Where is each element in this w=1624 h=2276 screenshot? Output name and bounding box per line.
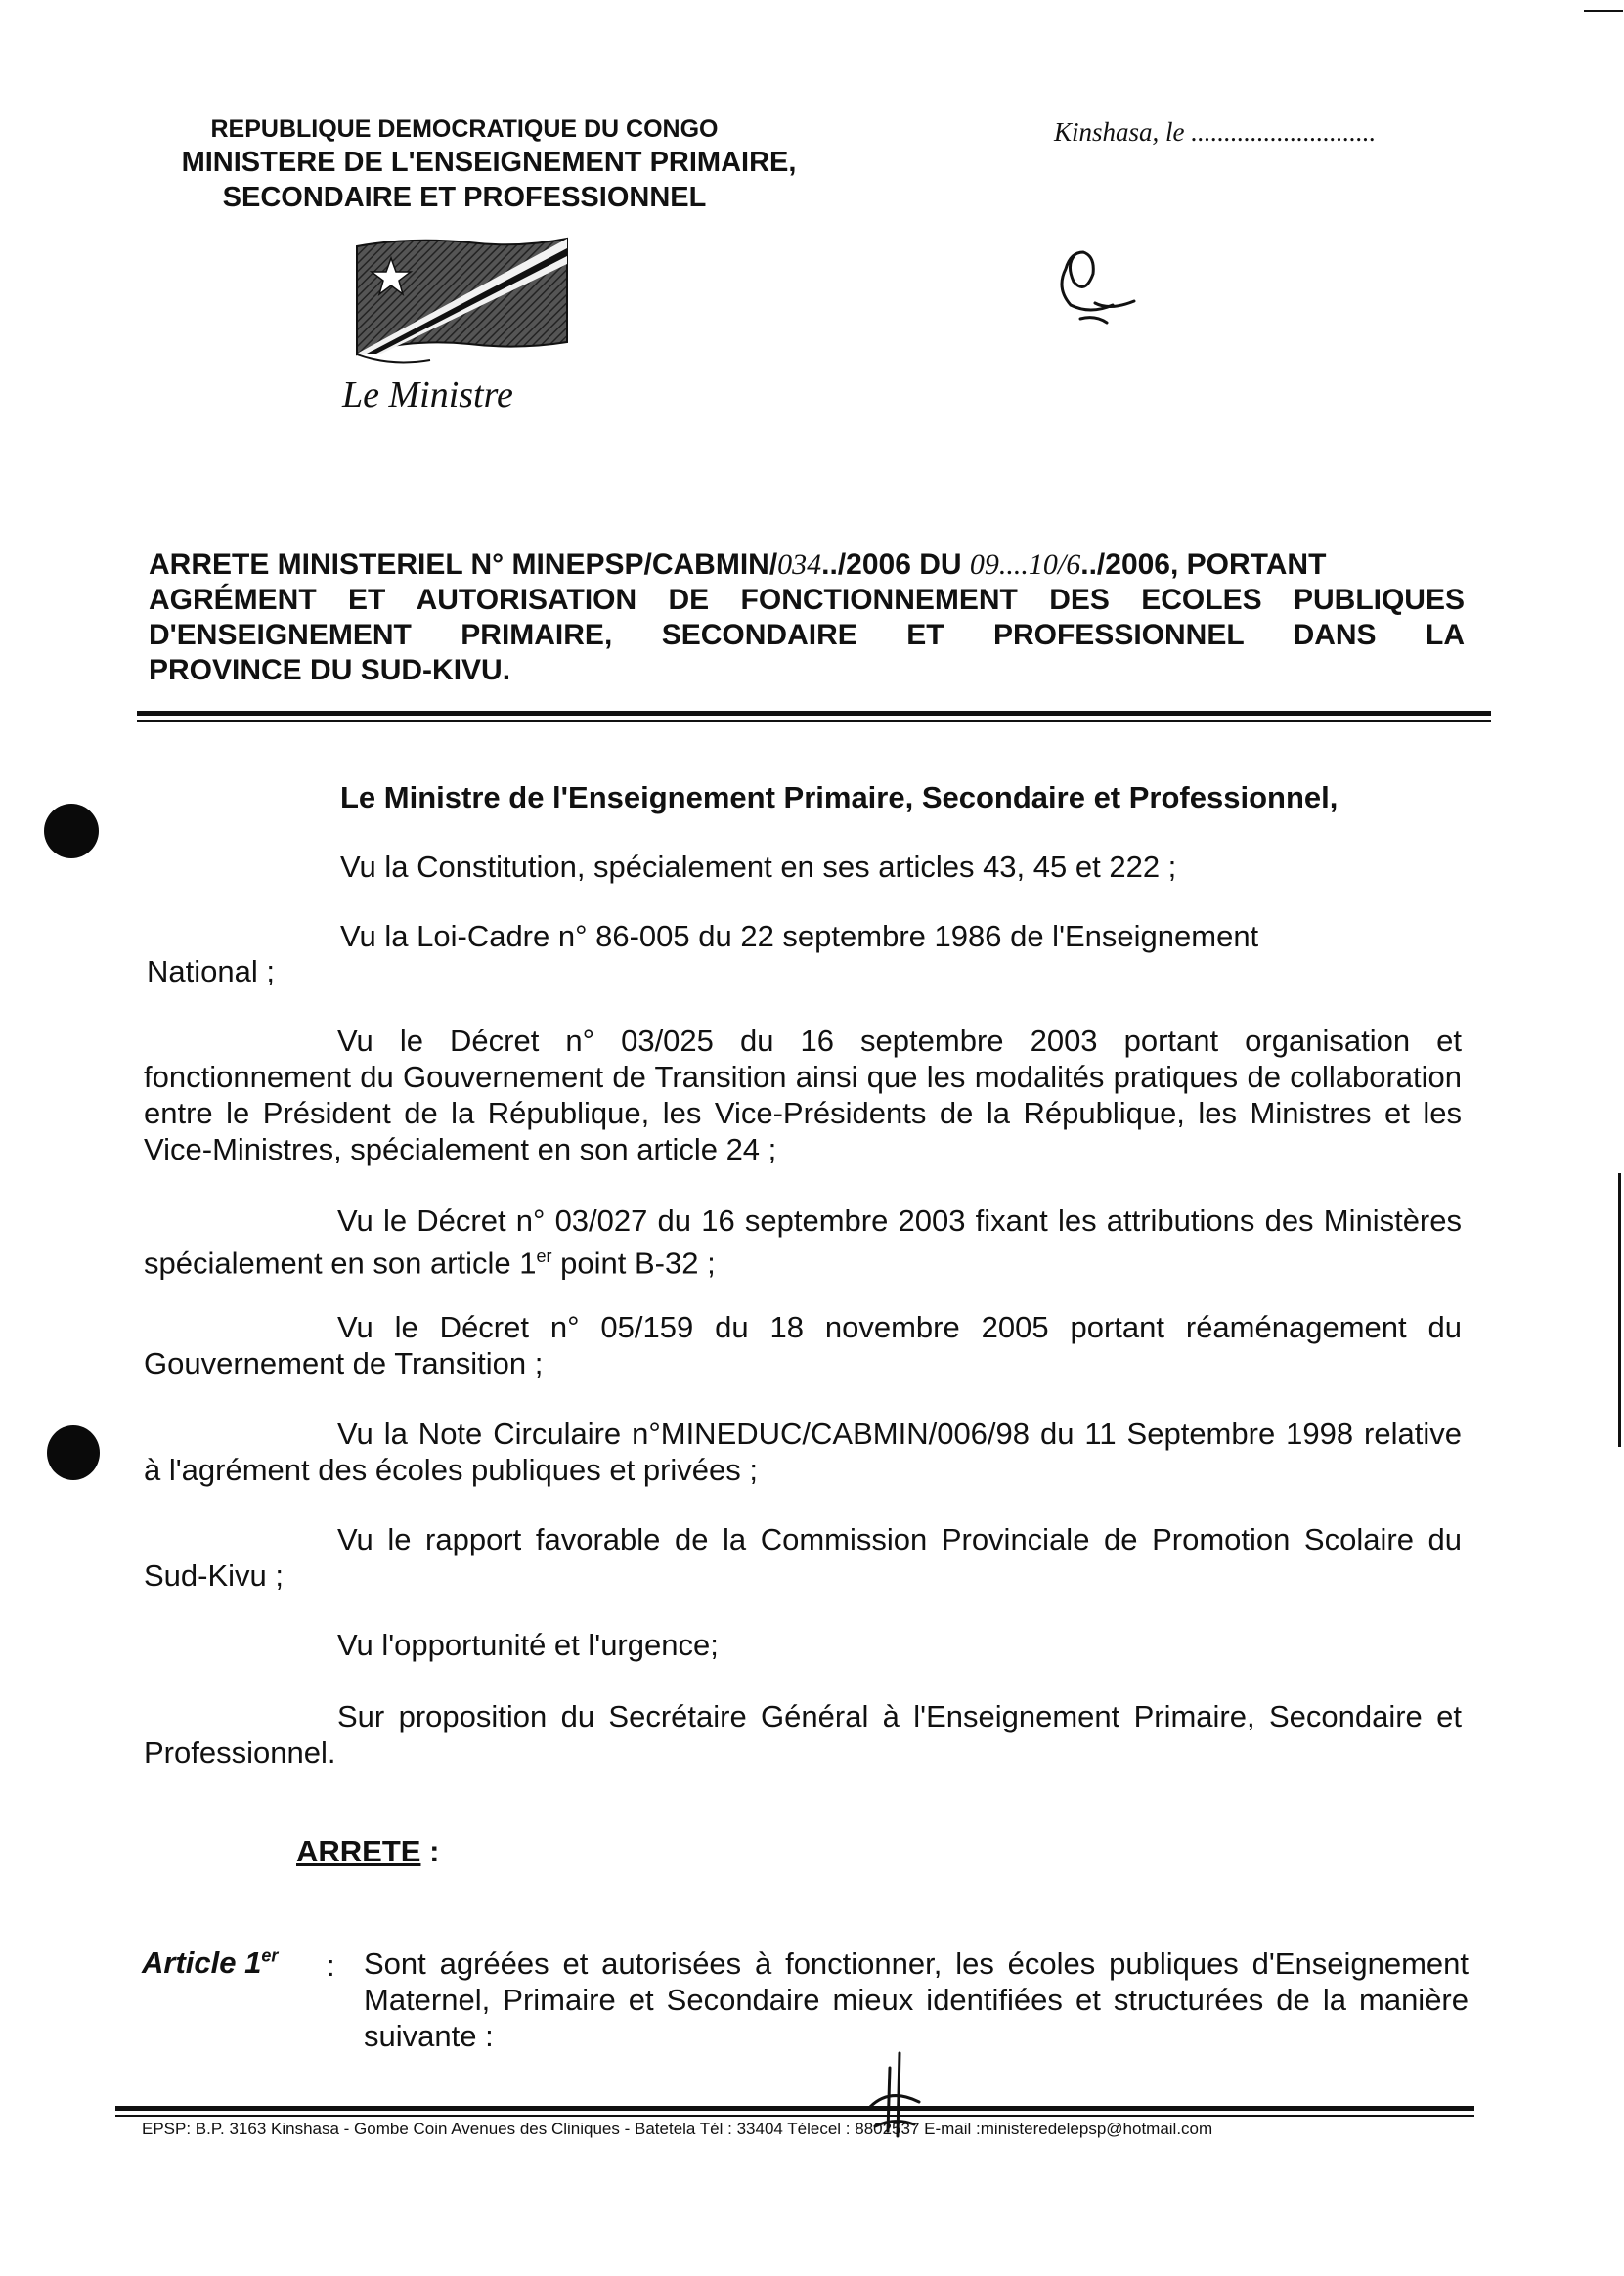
footer-address: EPSP: B.P. 3163 Kinshasa - Gombe Coin Avenues des Cliniques - Batetela Tél : 33404 Télecel : 8802537 E-mail :ministeredelepsp@hotmail.com <box>142 2120 1213 2138</box>
vu-loi-cadre-line-2: National ; <box>147 954 275 988</box>
arrete-heading: ARRETE : <box>296 1834 440 1868</box>
article-1-label: Article 1er <box>142 1946 279 1980</box>
footer-divider-thick <box>115 2106 1474 2111</box>
article-1-colon: : <box>327 1948 335 1983</box>
vu-decret-05-159: Vu le Décret n° 05/159 du 18 novembre 2005 portant réaménagement du Gouvernement de Transition ; <box>144 1310 1462 1380</box>
footer-divider-thin <box>115 2115 1474 2117</box>
vu-decret-03-027: Vu le Décret n° 03/027 du 16 septembre 2003 fixant les attributions des Ministères spécialement en son article 1er point B-32 ; <box>144 1204 1462 1281</box>
handwritten-signature-icon <box>1036 235 1144 342</box>
arrete-title <box>149 547 1465 688</box>
article-1-text: Sont agréées et autorisées à fonctionner, les écoles publiques d'Enseignement Maternel, Primaire et Secondaire mieux identifiées et structurées de la manière suivante : <box>364 1947 1469 2053</box>
preamble-intro: Le Ministre de l'Enseignement Primaire, Secondaire et Professionnel, <box>340 780 1339 814</box>
title-line-4: PROVINCE DU SUD-KIVU. <box>149 654 511 686</box>
title-divider-thick <box>137 711 1491 716</box>
flag-emblem-icon <box>352 235 572 372</box>
title-line-1: ARRETE MINISTERIEL N° MINEPSP/CABMIN/034../2006 DU 09....10/6../2006, PORTANT <box>149 548 1327 581</box>
title-divider-thin <box>137 720 1491 722</box>
vu-rapport-commission: Vu le rapport favorable de la Commission Provinciale de Promotion Scolaire du Sud-Kivu ; <box>144 1522 1462 1593</box>
punch-hole-mark <box>44 804 99 858</box>
handwritten-date: 09....10/6 <box>969 548 1081 581</box>
vu-constitution: Vu la Constitution, spécialement en ses articles 43, 45 et 222 ; <box>340 850 1177 884</box>
signature-title: Le Ministre <box>342 374 513 416</box>
vu-opportunite: Vu l'opportunité et l'urgence; <box>337 1628 719 1662</box>
vu-loi-cadre-line-1: Vu la Loi-Cadre n° 86-005 du 22 septembre 1986 de l'Enseignement <box>340 919 1259 953</box>
sur-proposition: Sur proposition du Secrétaire Général à l'Enseignement Primaire, Secondaire et Professionnel. <box>144 1699 1462 1770</box>
scan-edge-mark <box>1584 10 1623 12</box>
ministry-line-1: MINISTERE DE L'ENSEIGNEMENT PRIMAIRE, <box>181 147 797 178</box>
vu-note-circulaire: Vu la Note Circulaire n°MINEDUC/CABMIN/006/98 du 11 Septembre 1998 relative à l'agrément des écoles publiques et privées ; <box>144 1417 1462 1487</box>
place-date: Kinshasa, le ............................ <box>1054 117 1377 147</box>
ministry-line-2: SECONDAIRE ET PROFESSIONNEL <box>222 182 707 213</box>
title-line-2: AGRÉMENT ET AUTORISATION DE FONCTIONNEMENT DES ECOLES PUBLIQUES <box>149 584 1465 616</box>
title-line-3: D'ENSEIGNEMENT PRIMAIRE, SECONDAIRE ET PROFESSIONNEL DANS LA <box>149 619 1465 651</box>
country-name: REPUBLIQUE DEMOCRATIQUE DU CONGO <box>210 115 719 143</box>
scan-edge-mark <box>1618 1173 1621 1447</box>
vu-decret-03-025: Vu le Décret n° 03/025 du 16 septembre 2003 portant organisation et fonctionnement du Gouvernement de Transition ainsi que les modalités pratiques de collaboration entre le Président de la République, les Vice-Présidents de la République, les Ministres et les Vice-Ministres, spécialement en son article 24 ; <box>144 1024 1462 1166</box>
punch-hole-mark <box>47 1425 100 1480</box>
handwritten-number: 034 <box>777 548 822 581</box>
